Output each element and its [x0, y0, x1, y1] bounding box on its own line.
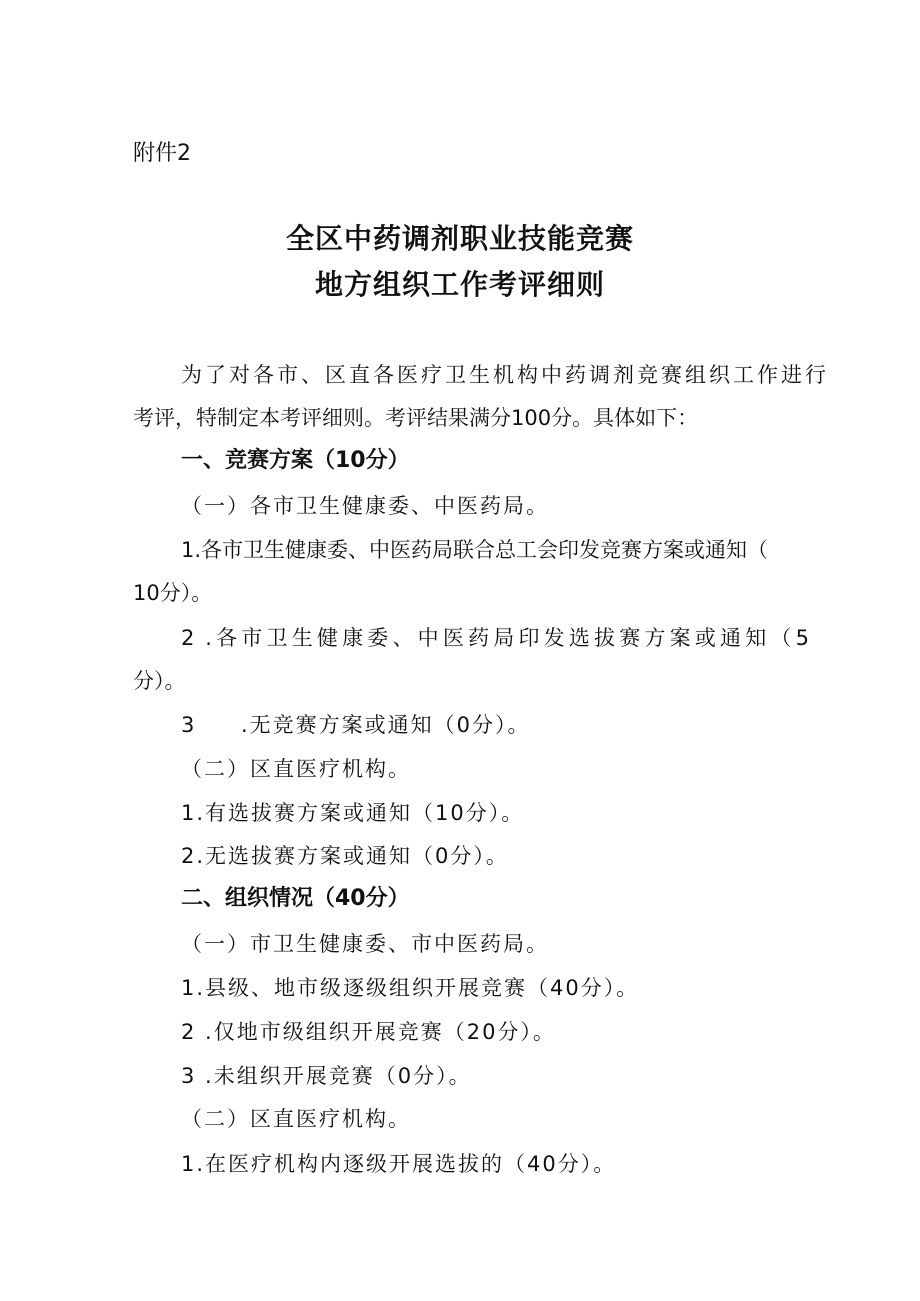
attachment-label: 附件2: [133, 141, 191, 166]
section-1-sub-2-title: （二）区直医疗机构。: [181, 757, 411, 781]
section-2-sub-1-item-2: 2 .仅地市级组织开展竞赛（20分）。: [181, 1020, 556, 1044]
section-2-sub-1-title: （一）市卫生健康委、市中医药局。: [181, 932, 549, 956]
section-1-sub-1-item-3-number: 3: [181, 713, 195, 737]
section-1-sub-1-item-2-line-1: 2 .各市卫生健康委、中医药局印发选拔赛方案或通知（5: [181, 626, 809, 650]
section-1-sub-1-item-2-line-2: 分）。: [133, 669, 186, 693]
section-2-sub-2-title: （二）区直医疗机构。: [181, 1107, 411, 1131]
section-1-sub-1-item-3-text: .无竞赛方案或通知（0分）。: [241, 713, 531, 737]
section-1-sub-1-title: （一）各市卫生健康委、中医药局。: [181, 494, 549, 518]
document-title-line-2: 地方组织工作考评细则: [314, 268, 605, 301]
section-1-sub-1-item-1-line-2: 10分）。: [133, 581, 213, 605]
section-2-sub-2-item-1: 1.在医疗机构内逐级开展选拔的（40分）。: [181, 1152, 617, 1176]
section-1-sub-2-item-1: 1.有选拔赛方案或通知（10分）。: [181, 801, 525, 825]
document-title-line-1: 全区中药调剂职业技能竞赛: [285, 222, 634, 255]
intro-line-2: 考评，特制定本考评细则。考评结果满分100分。具体如下：: [133, 406, 699, 430]
intro-line-1: 为了对各市、区直各医疗卫生机构中药调剂竞赛组织工作进行: [181, 363, 829, 387]
section-1-heading: 一、竞赛方案（10分）: [181, 448, 410, 473]
section-1-sub-1-item-1-line-1: 1.各市卫生健康委、中医药局联合总工会印发竞赛方案或通知（: [181, 538, 769, 562]
section-2-sub-1-item-1: 1.县级、地市级逐级组织开展竞赛（40分）。: [181, 976, 640, 1000]
section-2-sub-1-item-3: 3 .未组织开展竞赛（0分）。: [181, 1064, 472, 1088]
section-2-heading: 二、组织情况（40分）: [181, 886, 410, 911]
section-1-sub-2-item-2: 2.无选拔赛方案或通知（0分）。: [181, 844, 509, 868]
